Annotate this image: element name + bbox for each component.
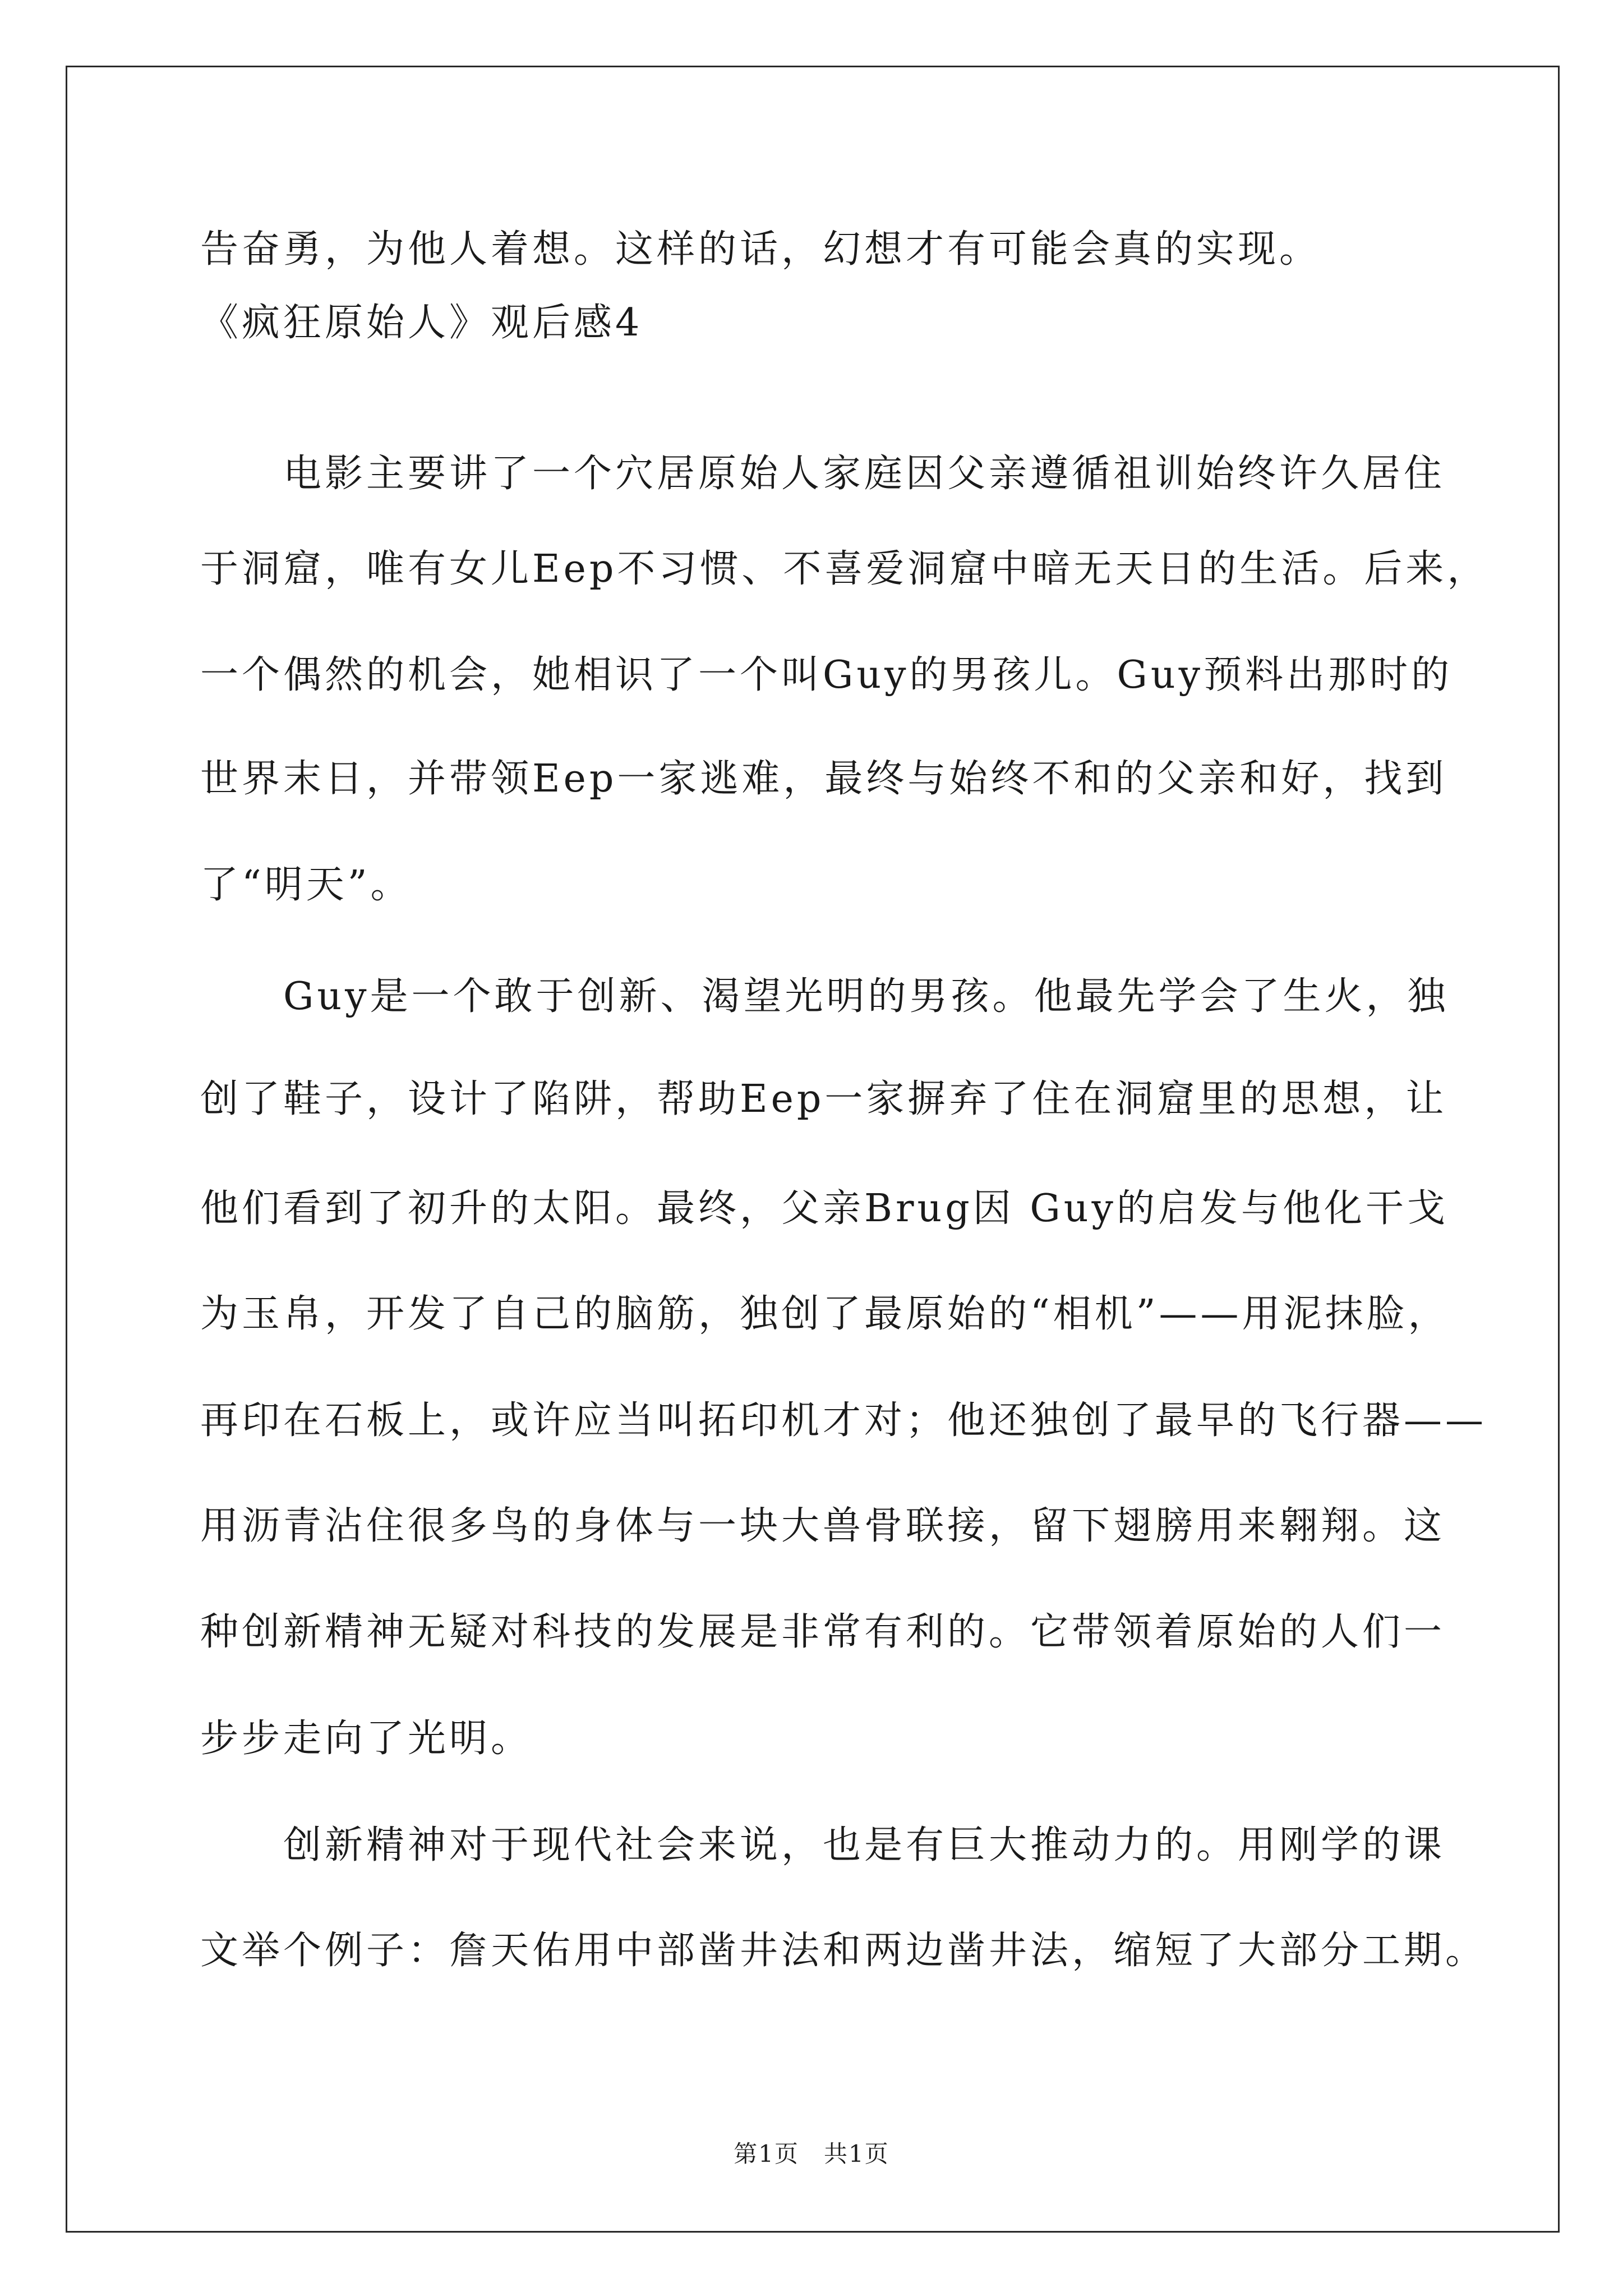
text-line: 用沥青沾住很多鸟的身体与一块大兽骨联接，留下翅膀用来翱翔。这 — [200, 1504, 1446, 1548]
text-line: 创新精神对于现代社会来说，也是有巨大推动力的。用刚学的课 — [200, 1823, 1446, 1867]
text-line: 再印在石板上，或许应当叫拓印机才对；他还独创了最早的飞行器—— — [200, 1398, 1487, 1443]
essay-title: 《疯狂原始人》观后感4 — [200, 301, 643, 345]
text-line: 步步走向了光明。 — [200, 1717, 533, 1761]
text-line: 文举个例子：詹天佑用中部凿井法和两边凿井法，缩短了大部分工期。 — [200, 1929, 1487, 1973]
text-line: 一个偶然的机会，她相识了一个叫Guy的男孩儿。Guy预料出那时的 — [200, 653, 1453, 697]
text-line: 于洞窟，唯有女儿Eep不习惯、不喜爱洞窟中暗无天日的生活。后来， — [200, 547, 1489, 591]
page-border — [66, 66, 1560, 2233]
text-line: 他们看到了初升的太阳。最终，父亲Brug因 Guy的启发与他化干戈 — [200, 1186, 1449, 1231]
text-line: 世界末日，并带领Eep一家逃难，最终与始终不和的父亲和好，找到 — [200, 757, 1447, 801]
text-line: Guy是一个敢于创新、渴望光明的男孩。他最先学会了生火，独 — [200, 974, 1449, 1019]
text-line: 创了鞋子，设计了陷阱，帮助Eep一家摒弃了住在洞窟里的思想，让 — [200, 1077, 1447, 1121]
text-line: 告奋勇，为他人着想。这样的话，幻想才有可能会真的实现。 — [200, 227, 1321, 272]
text-line: 为玉帛，开发了自己的脑筋，独创了最原始的“相机”——用泥抹脸， — [200, 1292, 1450, 1336]
text-line: 了“明天”。 — [200, 863, 412, 907]
text-line: 电影主要讲了一个穴居原始人家庭因父亲遵循祖训始终许久居住 — [200, 452, 1446, 496]
page-footer: 第1页 共1页 — [734, 2140, 889, 2168]
text-line: 种创新精神无疑对科技的发展是非常有利的。它带领着原始的人们一 — [200, 1610, 1446, 1654]
